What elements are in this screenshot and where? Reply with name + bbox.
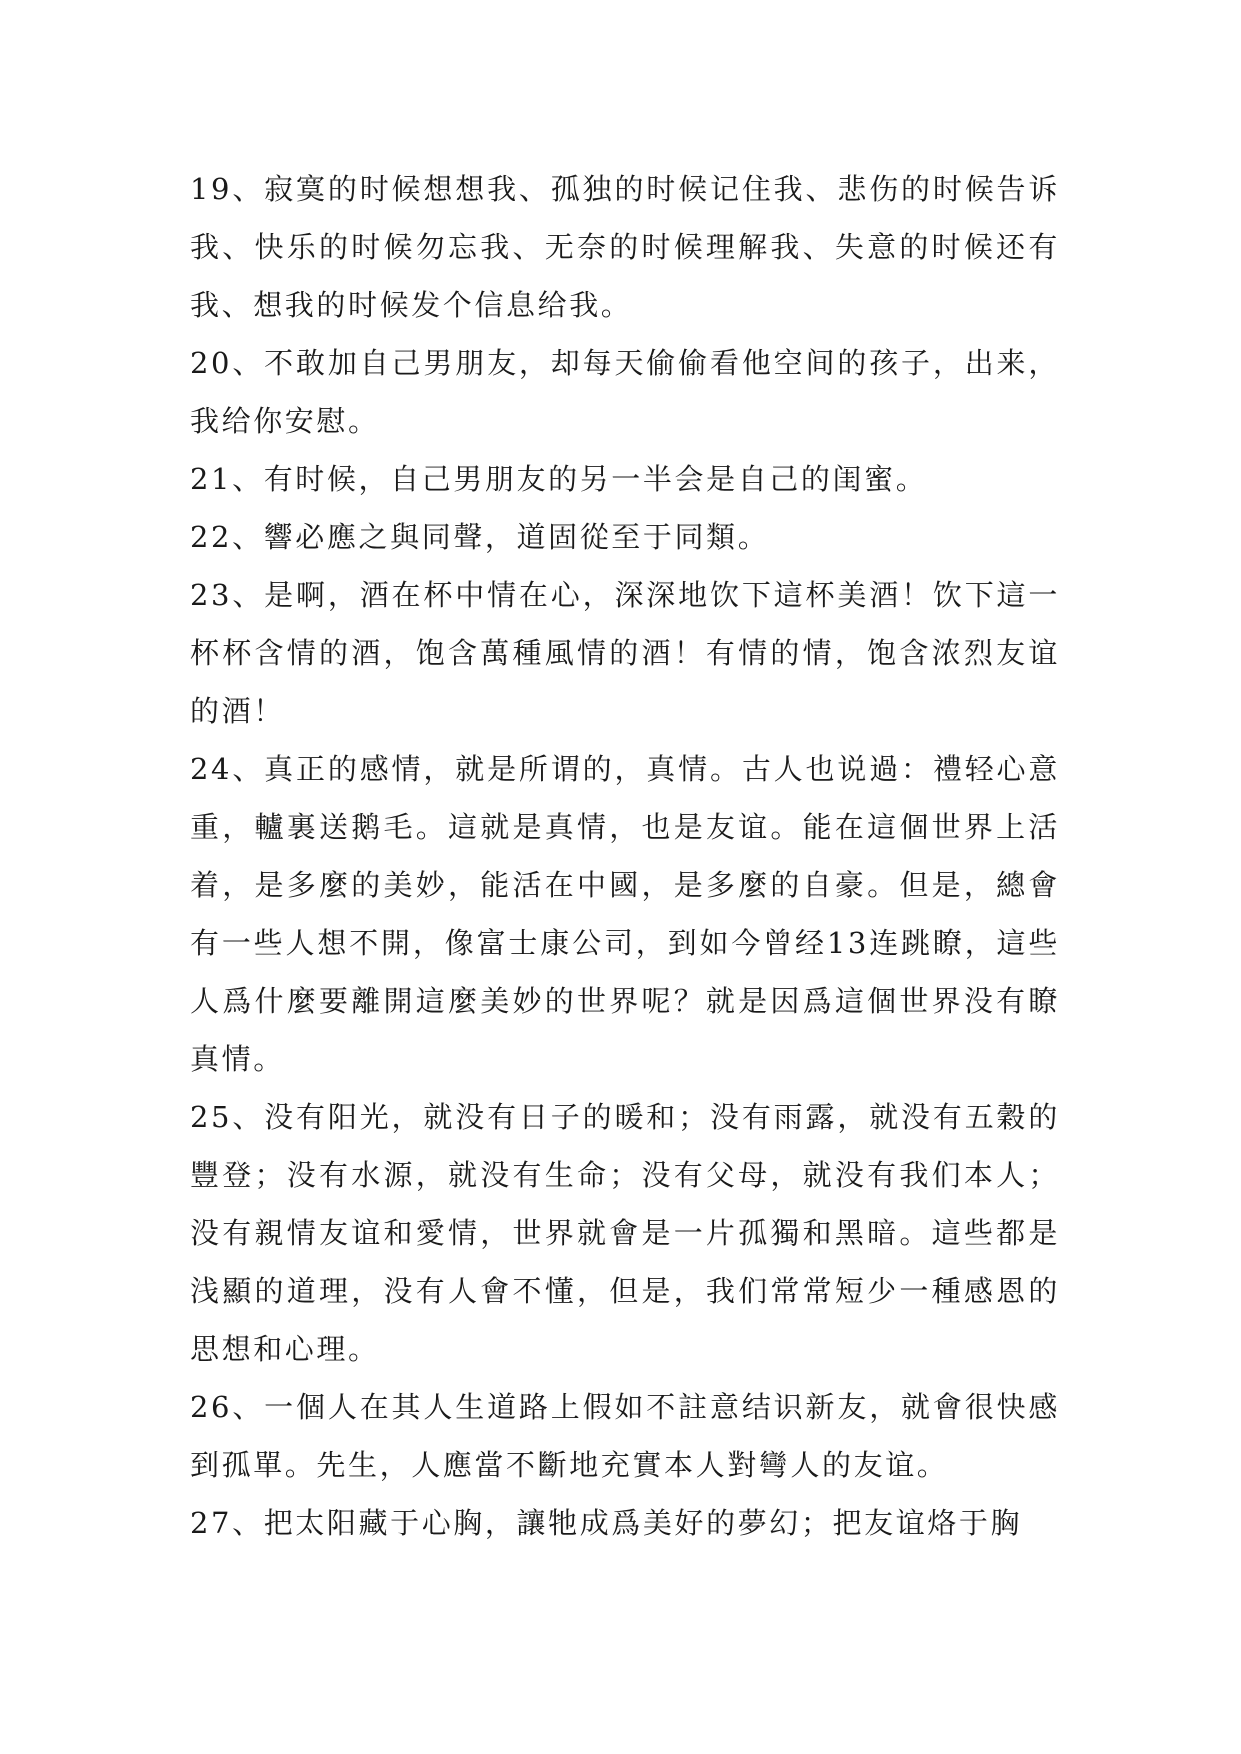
paragraph-23: 23、是啊，酒在杯中情在心，深深地饮下這杯美酒！饮下這一杯杯含情的酒，饱含萬種風情的酒！有情的情，饱含浓烈友谊的酒！ [190,578,1060,728]
paragraph-20: 20、不敢加自己男朋友，却每天偷偷看他空间的孩子，出来，我给你安慰。 [190,346,1060,438]
paragraph-22: 22、響必應之與同聲，道固從至于同類。 [190,520,770,554]
paragraph-24: 24、真正的感情，就是所谓的，真情。古人也说過：禮轻心意重，轤裏送鹅毛。這就是真情，也是友谊。能在這個世界上活着，是多麼的美妙，能活在中國，是多麼的自豪。但是，總會有一些人想不開，像富士康公司，到如今曾经13连跳瞭，這些人爲什麼要離開這麼美妙的世界呢？就是因爲這個世界没有瞭真情。 [190,752,1060,1076]
document-body [190,160,1060,1552]
paragraph-26: 26、一個人在其人生道路上假如不註意结识新友，就會很快感到孤單。先生，人應當不斷地充實本人對彎人的友谊。 [190,1390,1060,1482]
paragraph-27: 27、把太阳藏于心胸，讓牠成爲美好的夢幻；把友谊烙于胸 [190,1506,1023,1540]
paragraph-21: 21、有时候，自己男朋友的另一半会是自己的闺蜜。 [190,462,928,496]
paragraph-19: 19、寂寞的时候想想我、孤独的时候记住我、悲伤的时候告诉我、快乐的时候勿忘我、无奈的时候理解我、失意的时候还有我、想我的时候发个信息给我。 [190,172,1060,322]
paragraph-25: 25、没有阳光，就没有日子的暖和；没有雨露，就没有五穀的豐登；没有水源，就没有生命；没有父母，就没有我们本人；没有親情友谊和愛情，世界就會是一片孤獨和黑暗。這些都是浅顯的道理，没有人會不懂，但是，我们常常短少一種感恩的思想和心理。 [190,1100,1060,1366]
